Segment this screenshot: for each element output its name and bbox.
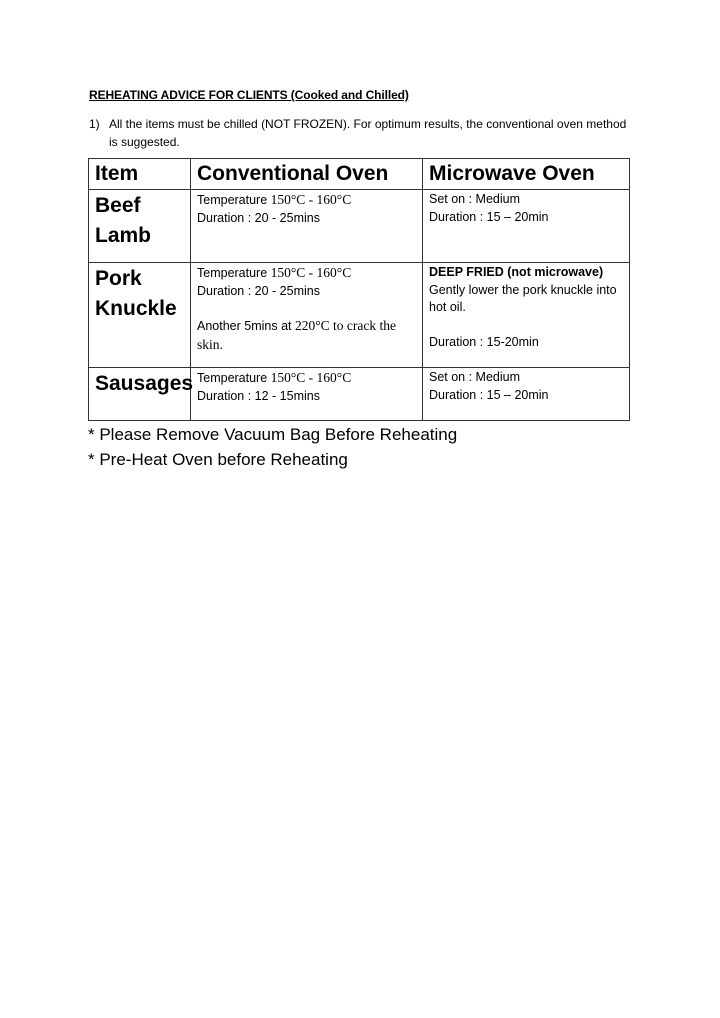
- note-preheat-oven: * Pre-Heat Oven before Reheating: [88, 450, 348, 469]
- temperature-line: [197, 369, 422, 388]
- extra-instruction: [197, 317, 422, 354]
- microwave-duration: Duration : 15 – 20min: [429, 209, 549, 224]
- notes: [88, 422, 457, 472]
- header-item: Item: [89, 159, 191, 190]
- extra-instruction-label: Another 5mins at: [197, 319, 295, 333]
- microwave-setting: Set on : Medium: [429, 192, 521, 206]
- temperature-label: Temperature: [197, 193, 271, 207]
- microwave-duration: Duration : 15 – 20min: [429, 387, 549, 402]
- microwave-cell: [423, 368, 630, 421]
- duration-line: Duration : 12 - 15mins: [197, 388, 320, 403]
- deep-fried-text: Gently lower the pork knuckle into hot oil.: [429, 282, 617, 314]
- note-remove-vacuum-bag: * Please Remove Vacuum Bag Before Reheating: [88, 425, 458, 444]
- temperature-label: Temperature: [197, 266, 271, 280]
- item-cell: [89, 263, 191, 368]
- item-name-line: Sausages: [95, 372, 194, 395]
- conventional-cell: [191, 190, 423, 263]
- header-microwave-oven: Microwave Oven: [423, 159, 630, 190]
- list-number: 1): [89, 117, 100, 131]
- reheating-table: [88, 158, 630, 421]
- microwave-setting: Set on : Medium: [429, 370, 521, 384]
- spacer: [197, 300, 422, 317]
- intro-text: All the items must be chilled (NOT FROZEN). For optimum results, the conventional oven method is suggested.: [109, 117, 627, 149]
- extra-instruction-value: 220°C to crack the skin.: [197, 318, 396, 352]
- item-name-line: Beef: [95, 194, 141, 217]
- microwave-cell: [423, 263, 630, 368]
- deep-fried-heading: DEEP FRIED (not microwave): [429, 265, 604, 279]
- intro-list-item: [89, 115, 634, 151]
- item-cell: [89, 368, 194, 421]
- table-header-row: [89, 159, 630, 190]
- temperature-label: Temperature: [197, 371, 271, 385]
- table-row: [89, 263, 630, 368]
- item-name-line: Lamb: [95, 224, 152, 247]
- item-name-line: Knuckle: [95, 297, 177, 320]
- duration-line: Duration : 20 - 25mins: [197, 210, 320, 225]
- microwave-duration: Duration : 15-20min: [429, 334, 539, 349]
- item-cell: [89, 190, 191, 263]
- temperature-value: 150°C - 160°C: [270, 370, 352, 385]
- microwave-cell: [423, 190, 630, 263]
- item-name-line: Pork: [95, 267, 142, 290]
- header-conventional-oven: Conventional Oven: [191, 159, 423, 190]
- spacer: [429, 317, 629, 334]
- temperature-value: 150°C - 160°C: [270, 192, 352, 207]
- temperature-line: [197, 191, 422, 210]
- duration-line: Duration : 20 - 25mins: [197, 283, 320, 298]
- table-row: [89, 190, 630, 263]
- document-title: REHEATING ADVICE FOR CLIENTS (Cooked and Chilled): [89, 88, 409, 102]
- temperature-value: 150°C - 160°C: [270, 265, 352, 280]
- conventional-cell: [191, 368, 423, 421]
- table-row: [89, 368, 630, 421]
- temperature-line: [197, 264, 422, 283]
- conventional-cell: [191, 263, 423, 368]
